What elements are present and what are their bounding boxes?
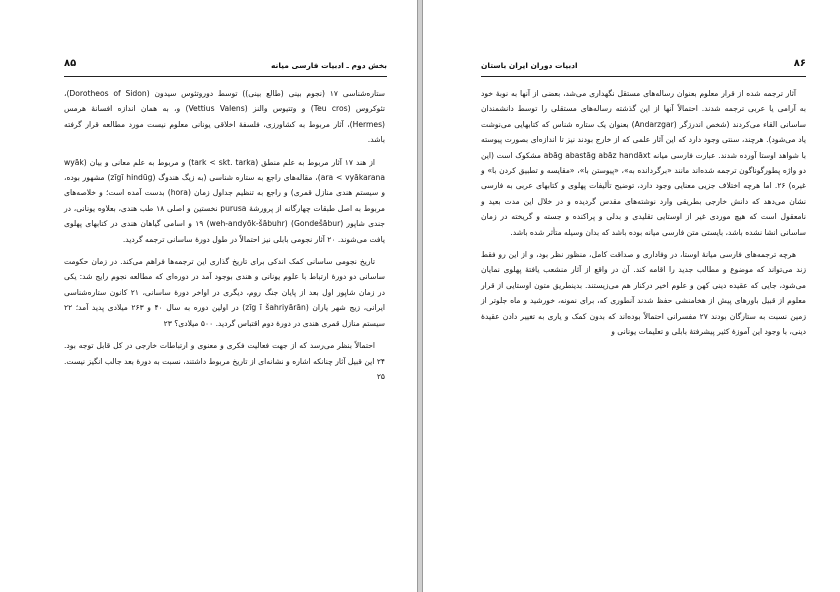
left-page-body xyxy=(64,86,385,391)
right-page-header xyxy=(481,60,806,77)
right-page xyxy=(422,0,840,592)
left-paragraph-2: از هند ۱۷ آثار مربوط به علم منطق (tark < skt. tarka) و مربوط به علم معانی و بیان (wyāk ara < vyākarana)، مقاله‌های راجع به ستاره شناسی (به زیگ هندوگ (zīgī hindūg) مشهور بوده، و سیستم هندی منازل قمری) و راجع به تنظیم جداول زمان (hora) بدست آمده است؛ و خلاصه‌های مربوط به اصل طبقات چهارگانه از پرورشهٔ purusa نخستین و اصلی ۱۸ طب هندی، بعلاوه یونانی، در جندی شاپور (Gondešābur) (weh-andyōk-šābuhr) ۱۹ و اسامی گیاهان هندی در کتابهای پهلوی یافت می‌شوند. ۲۰ آثار نجومی بابلی نیز احتمالاً در طول دورهٔ ساسانی ترجمه گردید. xyxy=(64,157,385,244)
left-running-title: بخش دوم ـ ادبیات فارسی میانه xyxy=(271,61,387,70)
left-page-number: ۸۵ xyxy=(64,58,77,69)
right-running-title: ادبیات دوران ایران باستان xyxy=(481,61,578,70)
right-page-body xyxy=(481,86,806,347)
left-page-header xyxy=(64,60,387,77)
right-page-number: ۸۶ xyxy=(793,58,806,69)
left-paragraph-4: احتمالاً بنظر می‌رسد که از جهت فعالیت فکری و معنوی و ارتباطات خارجی در کل قابل توجه بود. ۲۴ این قبیل آثار چنانکه اشاره و نشانه‌ای از تاریخ مربوط داشتند، نسبت به دورهٔ بعد جالب انگیز نیست. ۲۵ xyxy=(64,341,385,381)
right-paragraph-2: هرچه ترجمه‌های فارسی میانهٔ اوستا، در وفاداری و صداقت کامل، منظور نظر بود، و از این رو فقط زند می‌تواند که موضوع و مطالب جدید را اقامه کند. آن در واقع از آثار منشعب یافتهٔ پهلوی نمایان می‌شود، جایی که عقیده دینی کهن و علوم اخیر درکنار هم می‌زیستند. بدینطریق متون اوستایی از قرار معلوم از قبیل باورهای پیش از هخامنشی حفظ شدند آنطوری که، برای نمونه، خورشید و ماه جلوتر از زمین نسبت به ستارگان بودند ۲۷ مفسرانی احتمالاً بوده‌اند که بدون کمک و یاری به تغییر دادن عقیدهٔ دینی، با وجود این آموزهٔ کثیر پیشرفتهٔ بابلی و تعلیمات یونانی و xyxy=(481,250,807,337)
left-paragraph-3: تاریخ نجومی ساسانی کمک اندکی برای تاریخ گذاری این ترجمه‌ها فراهم می‌کند. در زمان حکومت ساسانی دو دورهٔ ارتباط با علوم یونانی و هندی بوجود آمد در دوره‌ای که مطالعه نجوم رایج شد: یکی در زمان شاپور اول بعد از پایان جنگ روم، دیگری در اواخر دورهٔ ساسانی، ۲۱ کانون ستاره‌شناسی ایرانی، زیج شهر یاران (zīg ī šahriyārān) در اولین دوره به سال ۴۰ و ۲۶۳ میلادی پدید آمد؛ ۲۲ سیستم منازل قمری هندی در دورهٔ دوم اقتباس گردید. ۵۰۰ میلادی؟ ۲۳ xyxy=(64,257,385,328)
left-paragraph-1: ستاره‌شناسی ۱۷ (نجوم بینی (طالع بینی)) توسط دوروتئوس سیدون (Dorotheos of Sidon)، تئوکروس (Teu cros) و وتتیوس والنز (Vettius Valens) و، به همان اندازه افسانهٔ هرمس (Hermes)، آثار مربوط به کشاورزی، فلسفهٔ اخلاقی یونانی معلوم نیست مورد مطالعه قرار گرفته باشد. xyxy=(64,89,386,145)
left-page xyxy=(0,0,418,592)
right-paragraph-1: آثار ترجمه شده از قرار معلوم بعنوان رساله‌های مستقل نگهداری می‌شد، بعضی از آنها به نوبهٔ خود به آرامی یا عربی ترجمه شدند. احتمالاً آنها از این گذشته رساله‌های مستقلی را توسط دانشمندان ساسانی القاء می‌کردند (شخص اندرزگر (Andarzgar) بعنوان یک ستاره شناس که کتابهایی می‌نوشت یاد می‌شود). هرچند، سنتی وجود دارد که این آثار علمی که از خارج بودند نیز تا اندازه‌ای بصورت پیوسته با شواهد اوستا آورده شدند. عبارت فارسی میانه abāg abastāg abāz handāxt مشکوک است (این دو واژه پطورگوناگون ترجمه شده‌اند مانند «برگردانده به»، «پیوستن با»، «مقایسه و تطبیق کردن با» و غیره) ۲۶. اما هرچه اختلاف جزیی معنایی وجود دارد، توضیح تألیفات پهلوی و کتابهای عربی به فارسی نشان می‌دهد که دانش خارجی بطریقی وارد نوشته‌های مقدس گردیده و در خلال این مدت بعید و نامعقول است که هیچ موردی غیر از اوستایی تقلیدی و بدلی و پراکنده و جسته و گریخته در زمان ساسانی انشا نشده باشد، بایستی متن فارسی میانه بوده باشد که بدان وسیله متأثر شده باشد. xyxy=(481,89,806,237)
